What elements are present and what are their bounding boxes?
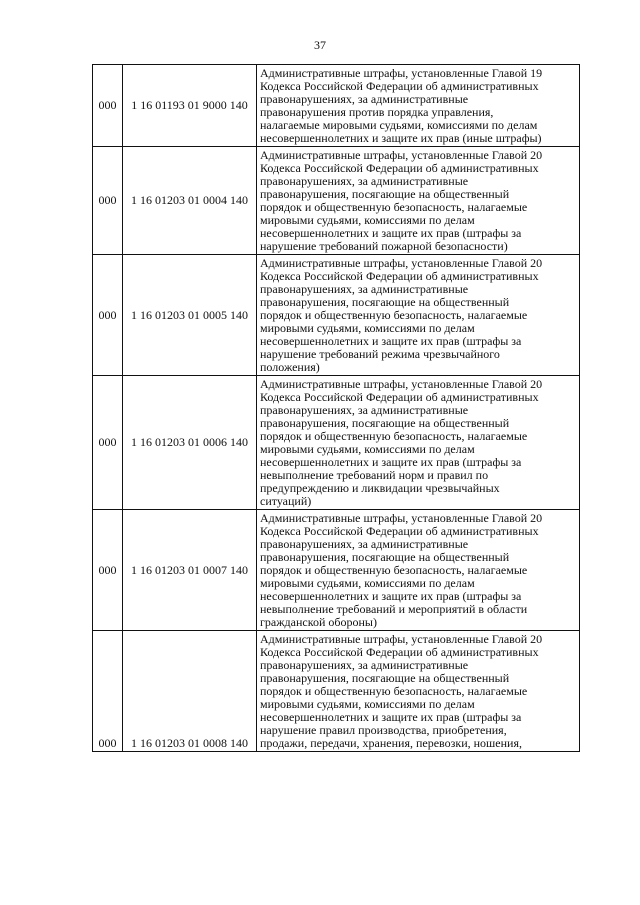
budget-classification-code-cell: 1 16 01203 01 0006 140 bbox=[123, 376, 257, 510]
description-cell bbox=[257, 631, 580, 752]
description-line: Кодекса Российской Федерации об административных bbox=[260, 269, 539, 283]
description-cell bbox=[257, 65, 580, 147]
description-line: правонарушениях, за административные bbox=[260, 658, 469, 672]
description-line: правонарушения, посягающие на общественный bbox=[260, 550, 510, 564]
admin-code-cell: 000 bbox=[93, 376, 123, 510]
description-line: Административные штрафы, установленные Главой 20 bbox=[260, 256, 543, 270]
description-line: несовершеннолетних и защите их прав (штрафы за bbox=[260, 710, 522, 724]
description-line: положения) bbox=[260, 360, 320, 374]
description-line: налагаемые мировыми судьями, комиссиями по делам bbox=[260, 118, 538, 132]
table-row bbox=[93, 147, 580, 255]
description-line: ситуаций) bbox=[260, 494, 312, 508]
budget-classification-code-cell: 1 16 01203 01 0005 140 bbox=[123, 255, 257, 376]
description-line: нарушение правил производства, приобретения, bbox=[260, 723, 507, 737]
description-line: несовершеннолетних и защите их прав (штрафы за bbox=[260, 334, 522, 348]
description-line: Кодекса Российской Федерации об административных bbox=[260, 161, 539, 175]
description-line: правонарушениях, за административные bbox=[260, 403, 469, 417]
description-line: Административные штрафы, установленные Главой 19 bbox=[260, 66, 543, 80]
description-line: правонарушения, посягающие на общественный bbox=[260, 295, 510, 309]
description-line: гражданской обороны) bbox=[260, 615, 377, 629]
table-body bbox=[93, 65, 580, 752]
description-line: Административные штрафы, установленные Главой 20 bbox=[260, 511, 543, 525]
description-line: мировыми судьями, комиссиями по делам bbox=[260, 213, 475, 227]
description-cell bbox=[257, 376, 580, 510]
description-line: правонарушения, посягающие на общественный bbox=[260, 187, 510, 201]
admin-code-cell: 000 bbox=[93, 65, 123, 147]
description-line: несовершеннолетних и защите их прав (штрафы за bbox=[260, 455, 522, 469]
admin-code-cell: 000 bbox=[93, 147, 123, 255]
description-line: несовершеннолетних и защите их прав (иные штрафы) bbox=[260, 131, 542, 145]
description-line: правонарушениях, за административные bbox=[260, 174, 469, 188]
description-line: нарушение требований пожарной безопасности) bbox=[260, 239, 508, 253]
table-row bbox=[93, 255, 580, 376]
admin-code-cell: 000 bbox=[93, 631, 123, 752]
budget-classification-code-cell: 1 16 01203 01 0008 140 bbox=[123, 631, 257, 752]
budget-classification-code-cell: 1 16 01193 01 9000 140 bbox=[123, 65, 257, 147]
budget-codes-table bbox=[92, 64, 580, 752]
description-line: порядок и общественную безопасность, налагаемые bbox=[260, 684, 528, 698]
table-row bbox=[93, 376, 580, 510]
description-line: Административные штрафы, установленные Главой 20 bbox=[260, 377, 543, 391]
description-line: правонарушениях, за административные bbox=[260, 282, 469, 296]
description-line: правонарушения против порядка управления, bbox=[260, 105, 494, 119]
description-line: порядок и общественную безопасность, налагаемые bbox=[260, 200, 528, 214]
table-row bbox=[93, 510, 580, 631]
description-line: порядок и общественную безопасность, налагаемые bbox=[260, 308, 528, 322]
description-line: мировыми судьями, комиссиями по делам bbox=[260, 697, 475, 711]
page-number: 37 bbox=[314, 38, 326, 52]
description-line: правонарушениях, за административные bbox=[260, 92, 469, 106]
description-line: Кодекса Российской Федерации об административных bbox=[260, 524, 539, 538]
description-cell bbox=[257, 510, 580, 631]
description-line: невыполнение требований и мероприятий в области bbox=[260, 602, 528, 616]
description-line: несовершеннолетних и защите их прав (штрафы за bbox=[260, 589, 522, 603]
description-line: несовершеннолетних и защите их прав (штрафы за bbox=[260, 226, 522, 240]
budget-classification-code-cell: 1 16 01203 01 0007 140 bbox=[123, 510, 257, 631]
description-line: Административные штрафы, установленные Главой 20 bbox=[260, 632, 543, 646]
description-line: продажи, передачи, хранения, перевозки, ношения, bbox=[260, 736, 522, 750]
description-line: мировыми судьями, комиссиями по делам bbox=[260, 321, 475, 335]
table-row bbox=[93, 65, 580, 147]
budget-classification-code-cell: 1 16 01203 01 0004 140 bbox=[123, 147, 257, 255]
description-line: нарушение требований режима чрезвычайного bbox=[260, 347, 500, 361]
description-line: порядок и общественную безопасность, налагаемые bbox=[260, 563, 528, 577]
description-line: Кодекса Российской Федерации об административных bbox=[260, 390, 539, 404]
description-cell bbox=[257, 147, 580, 255]
admin-code-cell: 000 bbox=[93, 255, 123, 376]
description-line: Кодекса Российской Федерации об административных bbox=[260, 645, 539, 659]
description-cell bbox=[257, 255, 580, 376]
description-line: правонарушения, посягающие на общественный bbox=[260, 671, 510, 685]
admin-code-cell: 000 bbox=[93, 510, 123, 631]
description-line: предупреждению и ликвидации чрезвычайных bbox=[260, 481, 500, 495]
description-line: мировыми судьями, комиссиями по делам bbox=[260, 576, 475, 590]
description-line: порядок и общественную безопасность, налагаемые bbox=[260, 429, 528, 443]
description-line: мировыми судьями, комиссиями по делам bbox=[260, 442, 475, 456]
description-line: Кодекса Российской Федерации об административных bbox=[260, 79, 539, 93]
description-line: невыполнение требований норм и правил по bbox=[260, 468, 489, 482]
description-line: Административные штрафы, установленные Главой 20 bbox=[260, 148, 543, 162]
description-line: правонарушениях, за административные bbox=[260, 537, 469, 551]
description-line: правонарушения, посягающие на общественный bbox=[260, 416, 510, 430]
table-row bbox=[93, 631, 580, 752]
